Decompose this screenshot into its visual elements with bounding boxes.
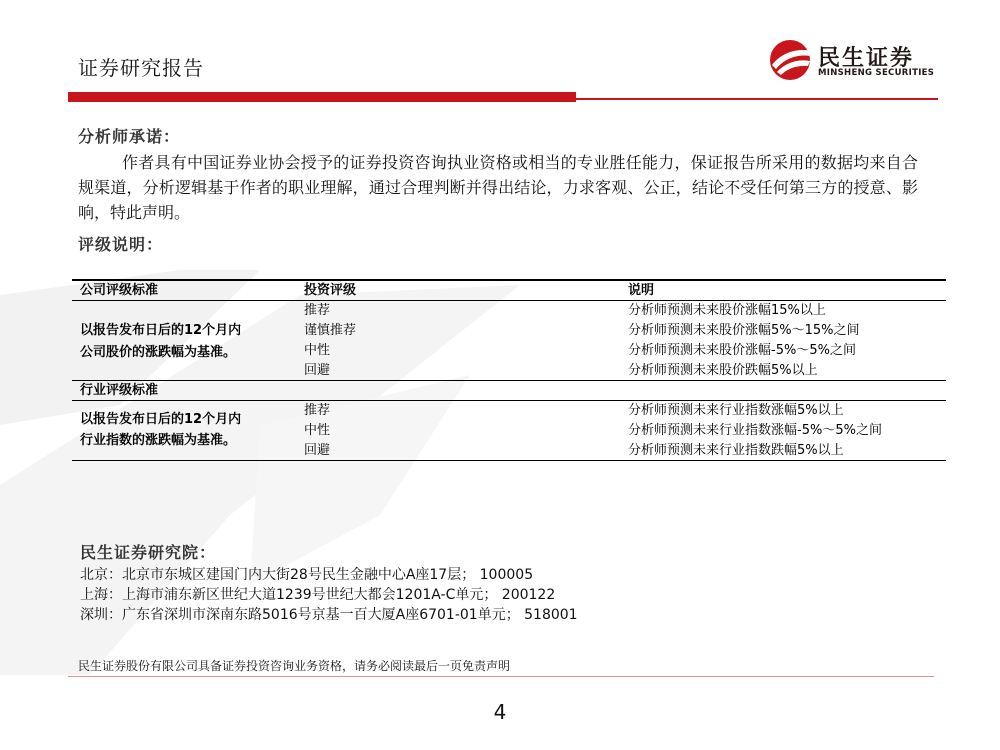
footer-disclaimer: 民生证券股份有限公司具备证券投资咨询业务资格，请务必阅读最后一页免责声明 — [78, 659, 511, 673]
address-beijing: 北京：北京市东城区建国门内大街28号民生金融中心A座17层； 100005 — [80, 567, 534, 583]
company-desc-avoid: 分析师预测未来股价跌幅5%以上 — [628, 363, 818, 378]
industry-criteria-header: 行业评级标准 — [80, 383, 159, 398]
table-top-rule — [72, 279, 946, 281]
rating-heading: 评级说明： — [78, 235, 164, 254]
commitment-text: 作者具有中国证券业协会授予的证券投资咨询执业资格或相当的专业胜任能力，保证报告所采用的数据均来自合规渠道，分析逻辑基于作者的职业理解，通过合理判断并得出结论，力求客观、公正，结论不受任何第三方的授意、影响，特此声明。 — [78, 153, 918, 222]
company-rating-avoid: 回避 — [304, 363, 331, 378]
company-rating-neutral: 中性 — [304, 343, 331, 358]
address-shenzhen: 深圳：广东省深圳市深南东路5016号京基一百大厦A座6701-01单元； 518001 — [80, 607, 578, 623]
company-rating-recommend: 推荐 — [304, 303, 331, 318]
table-bottom-rule — [72, 460, 946, 461]
industry-rating-neutral: 中性 — [304, 423, 331, 438]
company-criteria-line1: 以报告发布日后的12个月内 — [80, 323, 242, 338]
logo-chinese-name: 民生证券 — [818, 46, 915, 71]
industry-desc-neutral: 分析师预测未来行业指数涨幅-5%～5%之间 — [628, 423, 882, 438]
industry-criteria-line2: 行业指数的涨跌幅为基准。 — [80, 433, 237, 448]
header-rule-thick — [68, 92, 576, 102]
industry-rating-recommend: 推荐 — [304, 403, 331, 418]
industry-criteria-line1: 以报告发布日后的12个月内 — [80, 412, 242, 427]
page-number: 4 — [493, 700, 507, 724]
institute-heading: 民生证券研究院： — [80, 543, 217, 562]
commitment-heading: 分析师承诺： — [78, 127, 181, 146]
company-rating-cautious: 谨慎推荐 — [304, 323, 357, 338]
company-criteria-line2: 公司股价的涨跌幅为基准。 — [80, 345, 237, 360]
column-header-rating: 投资评级 — [304, 283, 357, 298]
company-desc-cautious: 分析师预测未来股价涨幅5%～15%之间 — [628, 323, 860, 338]
rating-table — [72, 279, 946, 461]
industry-desc-avoid: 分析师预测未来行业指数跌幅5%以上 — [628, 443, 844, 458]
column-header-company-criteria: 公司评级标准 — [80, 283, 159, 298]
company-desc-neutral: 分析师预测未来股价涨幅-5%～5%之间 — [628, 343, 856, 358]
footer-rule — [68, 676, 934, 677]
header-rule-thin — [576, 98, 938, 100]
industry-desc-recommend: 分析师预测未来行业指数涨幅5%以上 — [628, 403, 844, 418]
column-header-description: 说明 — [628, 283, 655, 298]
industry-section-rule — [72, 380, 946, 381]
report-type-title: 证券研究报告 — [78, 56, 204, 80]
address-shanghai: 上海：上海市浦东新区世纪大道1239号世纪大都会1201A-C单元； 200122 — [80, 587, 556, 603]
company-desc-recommend: 分析师预测未来股价涨幅15%以上 — [628, 303, 826, 318]
minsheng-logo-icon — [768, 38, 814, 82]
industry-rating-avoid: 回避 — [304, 443, 331, 458]
minsheng-logo — [768, 38, 948, 84]
logo-english-name: MINSHENG SECURITIES — [818, 68, 935, 78]
